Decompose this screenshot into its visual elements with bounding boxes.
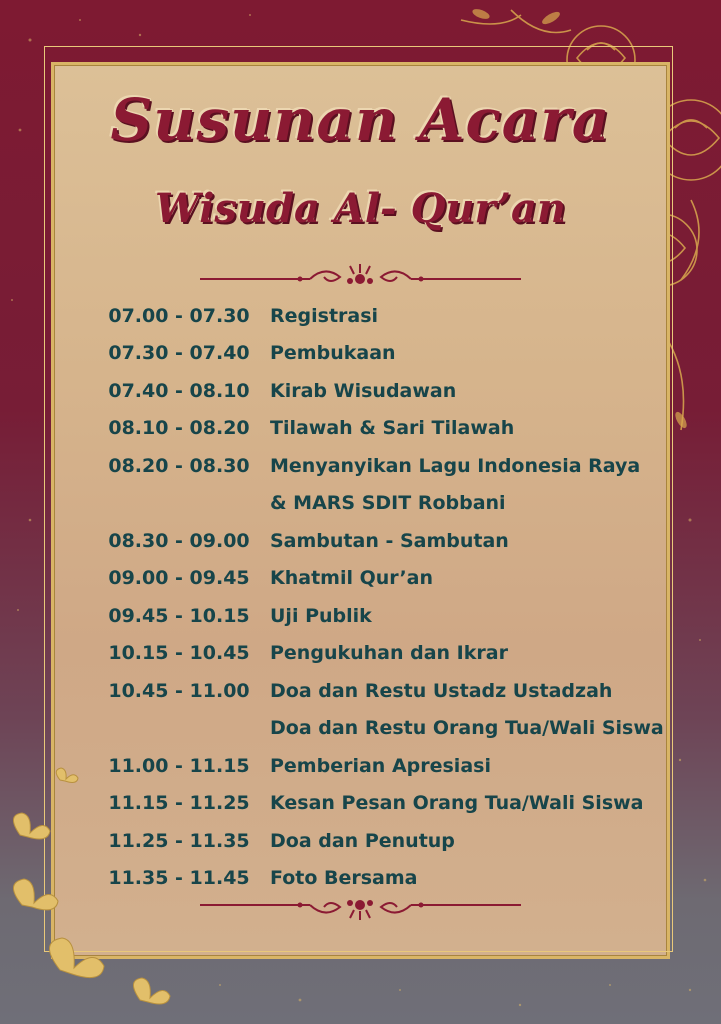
schedule-row bbox=[104, 522, 664, 560]
schedule-time: 10.45 - 11.00 bbox=[108, 679, 250, 702]
schedule-activity: Pengukuhan dan Ikrar bbox=[270, 642, 508, 665]
schedule-row bbox=[104, 785, 664, 823]
schedule-row bbox=[104, 597, 664, 635]
schedule-time: 07.00 - 07.30 bbox=[108, 304, 250, 327]
schedule-activity: Tilawah & Sari Tilawah bbox=[270, 417, 515, 440]
poster-subtitle: Wisuda Al- Qur’an bbox=[155, 185, 566, 232]
schedule-activity: Sambutan - Sambutan bbox=[270, 529, 509, 552]
schedule-row bbox=[104, 560, 664, 598]
schedule-activity: Doa dan Restu Orang Tua/Wali Siswa bbox=[270, 717, 664, 740]
schedule-activity: Uji Publik bbox=[270, 604, 372, 627]
schedule-activity: Kirab Wisudawan bbox=[270, 379, 457, 402]
schedule-activity: Doa dan Restu Ustadz Ustadzah bbox=[270, 679, 613, 702]
schedule-row bbox=[104, 822, 664, 860]
schedule-time: 11.35 - 11.45 bbox=[108, 867, 250, 890]
schedule-time: 08.10 - 08.20 bbox=[108, 417, 250, 440]
schedule-row bbox=[104, 485, 664, 523]
schedule-time: 09.45 - 10.15 bbox=[108, 604, 250, 627]
schedule-time: 07.40 - 08.10 bbox=[108, 379, 250, 402]
schedule-time: 09.00 - 09.45 bbox=[108, 567, 250, 590]
schedule-activity: Pembukaan bbox=[270, 342, 396, 365]
schedule-time: 11.00 - 11.15 bbox=[108, 754, 250, 777]
schedule-row bbox=[104, 747, 664, 785]
schedule-row bbox=[104, 447, 664, 485]
schedule-activity: Registrasi bbox=[270, 304, 379, 327]
schedule-row bbox=[104, 335, 664, 373]
schedule-time: 11.25 - 11.35 bbox=[108, 829, 250, 852]
schedule-time: 11.15 - 11.25 bbox=[108, 792, 250, 815]
schedule-row bbox=[104, 297, 664, 335]
schedule-row bbox=[104, 860, 664, 898]
poster-title: Susunan Acara bbox=[110, 86, 611, 154]
schedule-activity: Kesan Pesan Orang Tua/Wali Siswa bbox=[270, 792, 644, 815]
schedule-activity: Menyanyikan Lagu Indonesia Raya bbox=[270, 454, 641, 477]
bottom-scroll-ornament-icon bbox=[200, 893, 521, 923]
schedule-row bbox=[104, 710, 664, 748]
schedule-time: 08.30 - 09.00 bbox=[108, 529, 250, 552]
schedule-row bbox=[104, 410, 664, 448]
schedule-time: 10.15 - 10.45 bbox=[108, 642, 250, 665]
schedule-row bbox=[104, 672, 664, 710]
schedule-row bbox=[104, 372, 664, 410]
top-scroll-ornament-icon bbox=[200, 262, 521, 292]
schedule-activity: Foto Bersama bbox=[270, 867, 418, 890]
schedule-time: 08.20 - 08.30 bbox=[108, 454, 250, 477]
schedule-row bbox=[104, 635, 664, 673]
schedule-activity: Pemberian Apresiasi bbox=[270, 754, 491, 777]
schedule-time: 07.30 - 07.40 bbox=[108, 342, 250, 365]
schedule-activity: Khatmil Qur’an bbox=[270, 567, 434, 590]
schedule-list bbox=[104, 297, 664, 897]
schedule-activity: Doa dan Penutup bbox=[270, 829, 455, 852]
schedule-activity: & MARS SDIT Robbani bbox=[270, 492, 506, 515]
